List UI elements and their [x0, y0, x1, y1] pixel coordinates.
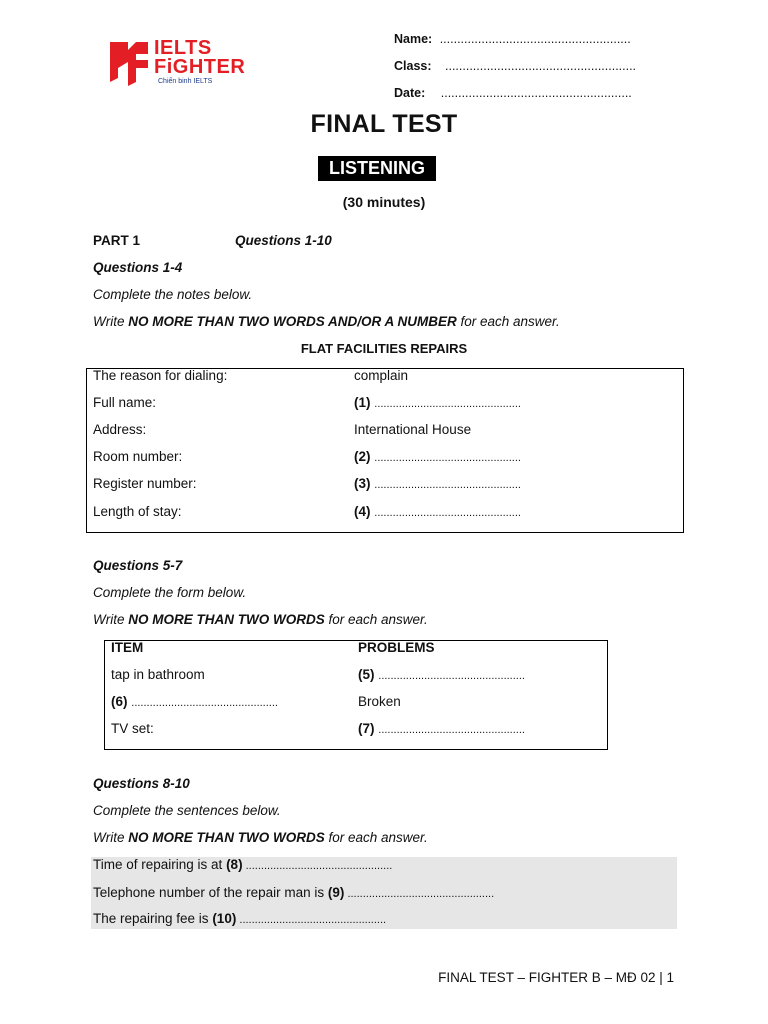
- form-row-item: (6) ................................................: [111, 694, 278, 709]
- write-bold: NO MORE THAN TWO WORDS AND/OR A NUMBER: [128, 314, 457, 329]
- page-footer: FINAL TEST – FIGHTER B – MĐ 02 | 1: [438, 970, 674, 985]
- form-row-problem: (5) ................................................: [358, 667, 525, 682]
- part-questions: Questions 1-10: [235, 233, 332, 248]
- notes-row-label: Address:: [93, 422, 147, 437]
- date-label: Date:: [394, 86, 426, 100]
- write-bold: NO MORE THAN TWO WORDS: [128, 830, 325, 845]
- date-dots: .......................................................: [440, 86, 632, 100]
- name-label: Name:: [394, 32, 433, 46]
- sentence-item: Time of repairing is at (8) ................................................: [93, 857, 393, 872]
- notes-row-label: Length of stay:: [93, 504, 182, 519]
- group1-write-rule: [93, 314, 560, 329]
- col-header-item: ITEM: [111, 640, 144, 655]
- form-row-problem: Broken: [358, 694, 401, 709]
- notes-row-value: complain: [354, 368, 409, 383]
- write-prefix: Write: [93, 612, 129, 627]
- write-suffix: for each answer.: [456, 314, 560, 329]
- notes-row-label: Full name:: [93, 395, 157, 410]
- logo-text-line2: FiGHTER: [154, 56, 246, 78]
- group3-write-rule: [93, 830, 428, 845]
- sentence-item: The repairing fee is (10) ................................................: [93, 911, 387, 926]
- notes-row-value: International House: [354, 422, 472, 437]
- name-dots: .......................................................: [439, 32, 631, 46]
- notes-row-label: Register number:: [93, 476, 197, 491]
- notes-row-label: The reason for dialing:: [93, 368, 228, 383]
- form-row-item: TV set:: [111, 721, 154, 736]
- write-prefix: Write: [93, 830, 129, 845]
- group1-instruction: Complete the notes below.: [93, 287, 253, 302]
- section-tag: LISTENING: [318, 156, 436, 181]
- group3-heading: Questions 8-10: [93, 776, 190, 791]
- class-dots: .......................................................: [445, 59, 637, 73]
- notes-row-value: (3) ................................................: [354, 476, 521, 491]
- notes-row-value: (4) ................................................: [354, 504, 521, 519]
- class-label: Class:: [394, 59, 432, 73]
- logo-text-line1: IELTS: [154, 37, 212, 59]
- date-field: [394, 86, 632, 100]
- group2-write-rule: [93, 612, 428, 627]
- group2-heading: Questions 5-7: [93, 558, 183, 573]
- duration: (30 minutes): [342, 194, 426, 210]
- notes-row-label: Room number:: [93, 449, 183, 464]
- group2-instruction: Complete the form below.: [93, 585, 247, 600]
- write-bold: NO MORE THAN TWO WORDS: [128, 612, 325, 627]
- notes-row-value: (2) ................................................: [354, 449, 521, 464]
- write-suffix: for each answer.: [324, 830, 428, 845]
- table1-title: FLAT FACILITIES REPAIRS: [300, 341, 468, 356]
- write-prefix: Write: [93, 314, 129, 329]
- form-row-problem: (7) ................................................: [358, 721, 525, 736]
- part-label: PART 1: [93, 233, 141, 248]
- sentence-item: Telephone number of the repair man is (9) ................................................: [93, 885, 495, 900]
- brand-logo: [108, 38, 258, 90]
- notes-row-value: (1) ................................................: [354, 395, 521, 410]
- name-field: [394, 32, 631, 46]
- page-title: FINAL TEST: [310, 110, 458, 138]
- group3-instruction: Complete the sentences below.: [93, 803, 281, 818]
- group1-heading: Questions 1-4: [93, 260, 183, 275]
- class-field: [394, 59, 636, 73]
- write-suffix: for each answer.: [324, 612, 428, 627]
- logo-tagline: Chiến binh IELTS: [158, 78, 213, 85]
- form-row-item: tap in bathroom: [111, 667, 205, 682]
- col-header-problems: PROBLEMS: [358, 640, 435, 655]
